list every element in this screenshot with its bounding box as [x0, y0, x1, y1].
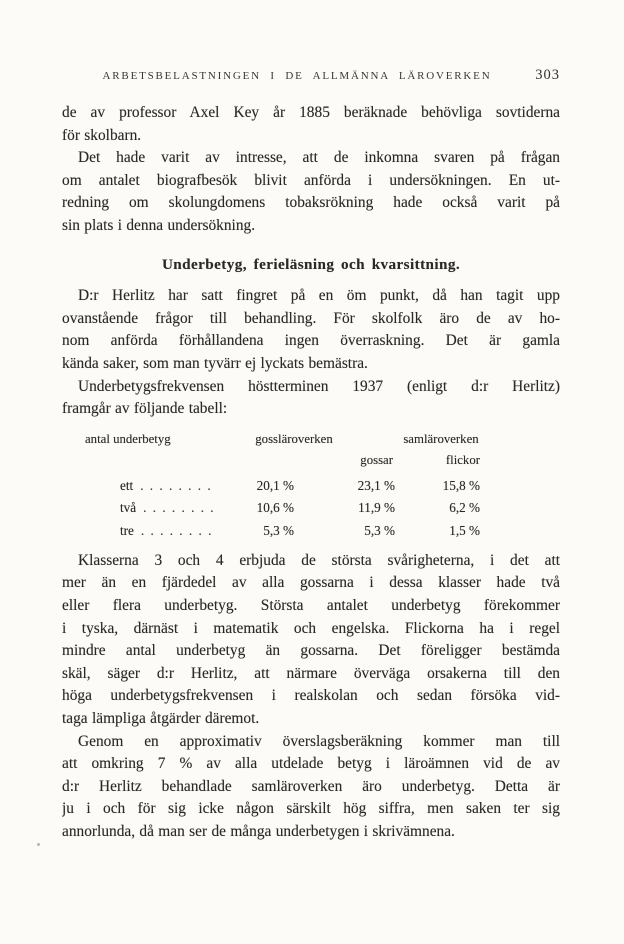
text-line: i tyska, därnäst i matematik och engelska. Flickorna ha i regel — [62, 619, 560, 637]
text-line: Klasserna 3 och 4 erbjuda de största svårigheterna, i det att — [78, 551, 560, 569]
text-line: eller flera underbetyg. Största antalet underbetyg förekommer — [62, 597, 560, 615]
text-line: för skolbarn. — [62, 126, 142, 144]
running-head — [62, 67, 560, 86]
table-row — [62, 497, 560, 519]
value-gosslaroverken: 20,1 % — [256, 477, 294, 493]
text-line: om antalet biografbesök blivit anförda i undersökningen. En ut- — [62, 171, 560, 189]
row-label — [62, 520, 242, 542]
value-sam-flickor: 15,8 % — [442, 477, 480, 493]
text-line: d:r Herlitz behandlade samläroverken äro underbetyg. Detta är — [62, 777, 560, 795]
text-line: sin plats i denna undersökning. — [62, 216, 256, 234]
text-line: mer än en fjärdedel av alla gossarna i dessa klasser hade två — [62, 574, 560, 592]
text-line: annorlunda, då man ser de många underbetygen i skrivämnena. — [62, 823, 455, 841]
text-line: kända saker, som man tyvärr ej lyckats bemästra. — [62, 354, 368, 372]
section-heading: Underbetyg, ferieläsning och kvarsittning. — [161, 255, 461, 273]
table-row — [62, 475, 560, 497]
text-line: Underbetygsfrekvensen höstterminen 1937 (enligt d:r Herlitz) — [78, 377, 560, 395]
text-line: redning om skolungdomens tobaksrökning hade också varit på — [62, 194, 560, 212]
text-line: Det hade varit av intresse, att de inkomna svaren på frågan — [78, 149, 560, 167]
subheader-gossar: gossar — [360, 452, 393, 467]
text-line: ovanstående frågor till behandling. För skolfolk äro de av ho- — [62, 309, 560, 327]
text-line: D:r Herlitz har satt fingret på en öm punkt, då han tagit upp — [78, 287, 560, 305]
value-sam-flickor: 1,5 % — [449, 522, 480, 538]
text-line: att omkring 7 % av alla utdelade betyg i läroämnen vid de av — [62, 755, 560, 773]
table-row — [62, 520, 560, 542]
value-sam-gossar: 11,9 % — [358, 500, 395, 516]
dot-leader: . . . . . . . . — [140, 477, 211, 493]
text-line: Genom en approximativ överslagsberäkning kommer man till — [78, 732, 560, 750]
text-line: mindre antal underbetyg än gossarna. Det föreligger bestämda — [62, 642, 560, 660]
dot-leader: . . . . . . . . — [140, 522, 212, 538]
text-line: framgår av följande tabell: — [62, 400, 228, 418]
value-gosslaroverken: 5,3 % — [263, 522, 294, 538]
column-header-sam: samläroverken — [403, 431, 479, 446]
table-header-row — [62, 429, 560, 450]
subheader-spacer — [62, 450, 297, 471]
value-sam-flickor: 6,2 % — [449, 500, 480, 516]
row-label — [62, 497, 242, 519]
value-gosslaroverken: 10,6 % — [256, 500, 294, 516]
page-number: 303 — [535, 67, 560, 83]
dot-leader: . . . . . . . . — [143, 500, 214, 516]
column-header-antal: antal underbetyg — [85, 431, 171, 446]
text-line: skäl, säger d:r Herlitz, att närmare överväga orsakerna till den — [62, 664, 560, 682]
running-title: ARBETSBELASTNINGEN I DE ALLMÄNNA LÄROVERKEN — [102, 70, 492, 82]
column-header-goss: gossläroverken — [255, 431, 333, 446]
row-label-text: två — [120, 500, 137, 516]
text-line: höga underbetygsfrekvensen i realskolan och sedan försöka vid- — [62, 687, 560, 705]
value-sam-gossar: 5,3 % — [364, 522, 395, 538]
value-sam-gossar: 23,1 % — [357, 477, 395, 493]
underbetyg-table — [62, 429, 560, 542]
text-block — [62, 102, 560, 844]
subheader-flickor: flickor — [445, 452, 480, 467]
scan-speck — [37, 843, 40, 846]
row-label — [62, 475, 242, 497]
row-label-text: ett — [120, 477, 134, 493]
text-line: de av professor Axel Key år 1885 beräknade behövliga sovtiderna — [62, 104, 560, 121]
table-subheader-row — [62, 450, 560, 471]
text-line: ju i och för sig icke någon särskilt hög siffra, men saken ter sig — [62, 800, 560, 818]
row-label-text: tre — [120, 522, 134, 538]
text-line: taga lämpliga åtgärder däremot. — [62, 710, 260, 728]
text-line: nom anförda förhållandena ingen överraskning. Det är gamla — [62, 332, 560, 350]
